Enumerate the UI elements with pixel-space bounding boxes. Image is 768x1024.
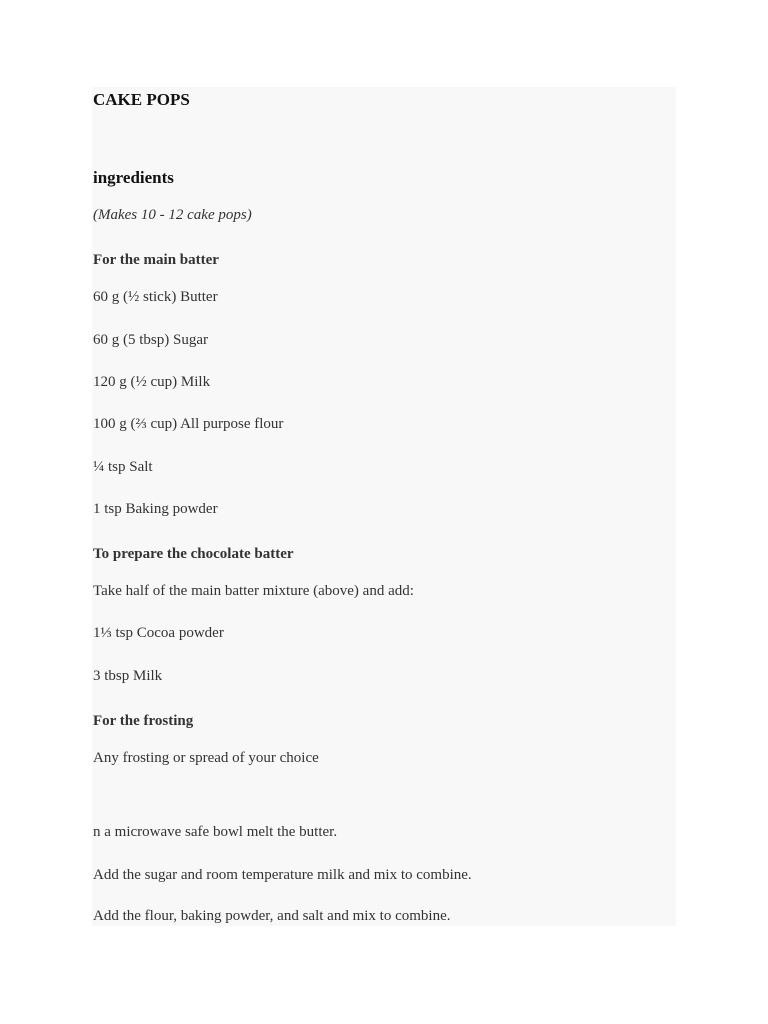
frosting-text: Any frosting or spread of your choice — [93, 750, 319, 766]
recipe-title: CAKE POPS — [93, 90, 190, 109]
ingredient-line: 1⅓ tsp Cocoa powder — [93, 625, 224, 641]
ingredient-line: ¼ tsp Salt — [93, 459, 153, 475]
yield-note: (Makes 10 - 12 cake pops) — [93, 207, 252, 223]
main-batter-heading: For the main batter — [93, 252, 219, 268]
chocolate-batter-intro: Take half of the main batter mixture (above) and add: — [93, 583, 414, 599]
ingredient-line: 1 tsp Baking powder — [93, 501, 218, 517]
ingredient-line: 60 g (5 tbsp) Sugar — [93, 332, 208, 348]
ingredient-line: 3 tbsp Milk — [93, 668, 163, 684]
instruction-step: Add the flour, baking powder, and salt and mix to combine. — [93, 908, 451, 924]
ingredients-heading: ingredients — [93, 168, 174, 187]
instruction-step: Add the sugar and room temperature milk and mix to combine. — [93, 867, 472, 883]
ingredient-line: 120 g (½ cup) Milk — [93, 374, 211, 390]
frosting-heading: For the frosting — [93, 713, 194, 729]
chocolate-batter-heading: To prepare the chocolate batter — [93, 546, 294, 562]
instruction-step: n a microwave safe bowl melt the butter. — [93, 824, 338, 840]
ingredient-line: 60 g (½ stick) Butter — [93, 289, 218, 305]
ingredient-line: 100 g (⅔ cup) All purpose flour — [93, 416, 284, 432]
